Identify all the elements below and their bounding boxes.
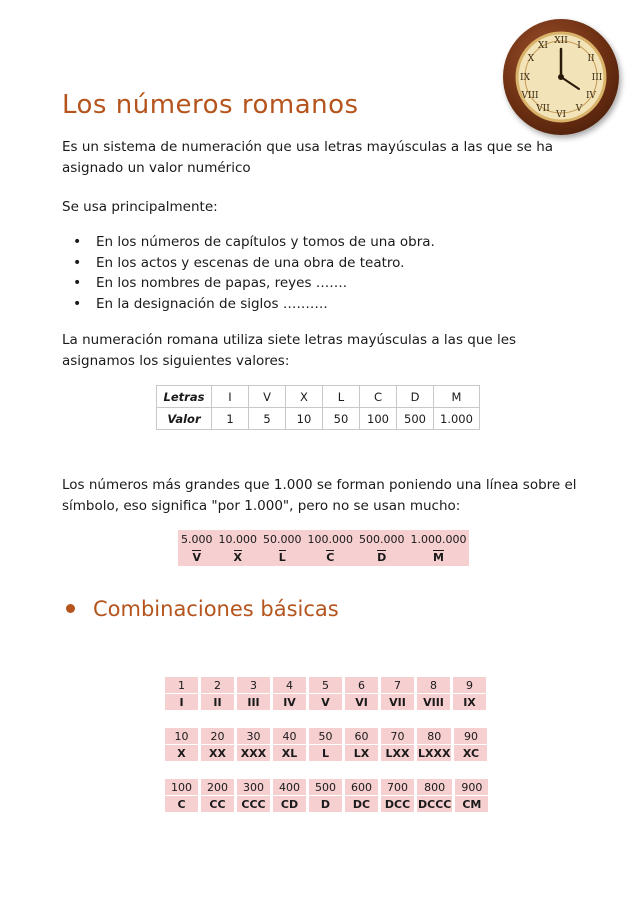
page-title: Los números romanos xyxy=(62,90,359,120)
number-cell: 1.000.000 xyxy=(410,532,467,546)
roman-cell: XX xyxy=(200,745,236,762)
number-cell: 900 xyxy=(454,779,489,796)
row-label-value: Valor xyxy=(157,408,212,430)
symbol-cell xyxy=(178,548,216,566)
overlined-symbol: V xyxy=(192,551,201,564)
number-cell: 1 xyxy=(165,677,200,694)
tens-combination-table xyxy=(165,728,487,761)
number-cell: 90 xyxy=(453,728,488,745)
value-cell: 100 xyxy=(360,408,397,430)
letter-cell: C xyxy=(360,386,397,408)
number-cell: 4 xyxy=(272,677,308,694)
letter-values-table xyxy=(156,385,480,430)
roman-cell: IX xyxy=(463,695,476,709)
roman-cell: CC xyxy=(200,796,236,813)
table-row xyxy=(165,728,487,745)
section-heading xyxy=(66,597,339,621)
roman-cell: DCC xyxy=(380,796,416,813)
usage-list xyxy=(62,232,435,314)
number-cell: 800 xyxy=(416,779,454,796)
value-cell: 1 xyxy=(212,408,249,430)
table-row xyxy=(157,408,480,430)
overlined-symbol: L xyxy=(278,551,286,564)
symbol-cell xyxy=(408,548,470,566)
svg-text:II: II xyxy=(587,54,595,64)
usage-intro: Se usa principalmente: xyxy=(62,199,218,215)
roman-cell: IV xyxy=(272,694,308,711)
intro-paragraph: Es un sistema de numeración que usa letras mayúsculas a las que se ha asignado un valor numérico xyxy=(62,139,554,176)
roman-cell: L xyxy=(308,745,344,762)
bullet-dot-icon xyxy=(66,604,75,613)
svg-text:IV: IV xyxy=(585,91,597,101)
letter-cell: I xyxy=(212,386,249,408)
number-cell: 500 xyxy=(308,779,344,796)
value-cell: 500 xyxy=(397,408,434,430)
letter-cell: X xyxy=(286,386,323,408)
value-cell: 5 xyxy=(249,408,286,430)
roman-cell: DC xyxy=(344,796,380,813)
value-cell: 1.000 xyxy=(434,408,480,430)
svg-text:V: V xyxy=(575,104,583,114)
usage-list-item: • En los actos y escenas de una obra de teatro. xyxy=(62,253,435,274)
roman-cell: I xyxy=(165,694,200,711)
svg-text:I: I xyxy=(577,41,581,51)
letter-cell: M xyxy=(434,386,480,408)
symbol-cell xyxy=(216,548,261,566)
number-cell: 50.000 xyxy=(263,532,302,546)
roman-cell: DCCC xyxy=(416,796,454,813)
overlined-symbol: D xyxy=(377,551,387,564)
roman-cell: II xyxy=(200,694,236,711)
symbol-cell xyxy=(356,548,408,566)
number-cell: 9 xyxy=(452,677,487,694)
number-cell: 70 xyxy=(380,728,416,745)
wall-clock-icon xyxy=(503,19,619,135)
number-cell: 3 xyxy=(236,677,272,694)
number-cell: 200 xyxy=(200,779,236,796)
thousands-table xyxy=(178,530,469,566)
roman-cell: XC xyxy=(462,746,480,760)
table-row xyxy=(165,779,488,796)
svg-text:X: X xyxy=(527,54,535,64)
table-row xyxy=(157,386,480,408)
value-cell: 50 xyxy=(323,408,360,430)
table-row xyxy=(165,745,487,762)
letters-intro: La numeración romana utiliza siete letras mayúsculas a las que les asignamos los siguientes valores: xyxy=(62,332,517,369)
roman-cell: VII xyxy=(380,694,416,711)
roman-cell: C xyxy=(165,796,200,813)
roman-cell: VIII xyxy=(416,694,452,711)
roman-cell: CM xyxy=(462,797,482,811)
roman-cell: LX xyxy=(344,745,380,762)
hundreds-combination-table xyxy=(165,779,488,812)
table-row xyxy=(165,677,486,694)
usage-list-item: • En los nombres de papas, reyes ……. xyxy=(62,273,435,294)
svg-text:IX: IX xyxy=(520,73,530,83)
number-cell: 7 xyxy=(380,677,416,694)
svg-text:VIII: VIII xyxy=(521,91,539,101)
number-cell: 600 xyxy=(344,779,380,796)
table-row xyxy=(165,694,486,711)
roman-cell: LXX xyxy=(380,745,416,762)
thousands-intro: Los números más grandes que 1.000 se forman poniendo una línea sobre el símbolo, eso significa "por 1.000", pero no se usan mucho: xyxy=(62,477,577,514)
number-cell: 5 xyxy=(308,677,344,694)
roman-cell: CCC xyxy=(236,796,272,813)
number-cell: 100 xyxy=(165,779,200,796)
number-cell: 60 xyxy=(344,728,380,745)
number-cell: 6 xyxy=(344,677,380,694)
roman-cell: CD xyxy=(272,796,308,813)
number-cell: 20 xyxy=(200,728,236,745)
number-cell: 8 xyxy=(416,677,452,694)
overlined-symbol: X xyxy=(233,551,242,564)
number-cell: 2 xyxy=(200,677,236,694)
svg-text:VII: VII xyxy=(536,104,550,114)
letter-cell: V xyxy=(249,386,286,408)
number-cell: 80 xyxy=(416,728,453,745)
svg-text:XII: XII xyxy=(554,36,568,46)
roman-cell: X xyxy=(165,745,200,762)
svg-text:VI: VI xyxy=(555,110,567,120)
roman-cell: III xyxy=(236,694,272,711)
overlined-symbol: C xyxy=(326,551,335,564)
value-cell: 10 xyxy=(286,408,323,430)
roman-cell: D xyxy=(308,796,344,813)
number-cell: 400 xyxy=(272,779,308,796)
letter-cell: D xyxy=(397,386,434,408)
table-row xyxy=(178,548,469,566)
svg-text:III: III xyxy=(591,73,603,83)
number-cell: 40 xyxy=(272,728,308,745)
number-cell: 700 xyxy=(380,779,416,796)
roman-cell: V xyxy=(308,694,344,711)
overlined-symbol: M xyxy=(433,551,444,564)
table-row xyxy=(165,796,488,813)
svg-text:XI: XI xyxy=(538,41,548,51)
number-cell: 100.000 xyxy=(307,532,353,546)
number-cell: 5.000 xyxy=(181,532,213,546)
letter-cell: L xyxy=(323,386,360,408)
roman-cell: VI xyxy=(344,694,380,711)
row-label-letters: Letras xyxy=(157,386,212,408)
number-cell: 30 xyxy=(236,728,272,745)
section-title: Combinaciones básicas xyxy=(93,597,339,621)
roman-cell: XL xyxy=(272,745,308,762)
table-row xyxy=(178,530,469,548)
usage-list-item: • En los números de capítulos y tomos de una obra. xyxy=(62,232,435,253)
number-cell: 10.000 xyxy=(218,532,257,546)
number-cell: 300 xyxy=(236,779,272,796)
usage-list-item: • En la designación de siglos ………. xyxy=(62,294,435,315)
roman-cell: LXXX xyxy=(416,745,453,762)
number-cell: 50 xyxy=(308,728,344,745)
symbol-cell xyxy=(260,548,305,566)
symbol-cell xyxy=(305,548,357,566)
number-cell: 10 xyxy=(165,728,200,745)
units-combination-table xyxy=(165,677,486,710)
number-cell: 500.000 xyxy=(359,532,405,546)
roman-cell: XXX xyxy=(236,745,272,762)
